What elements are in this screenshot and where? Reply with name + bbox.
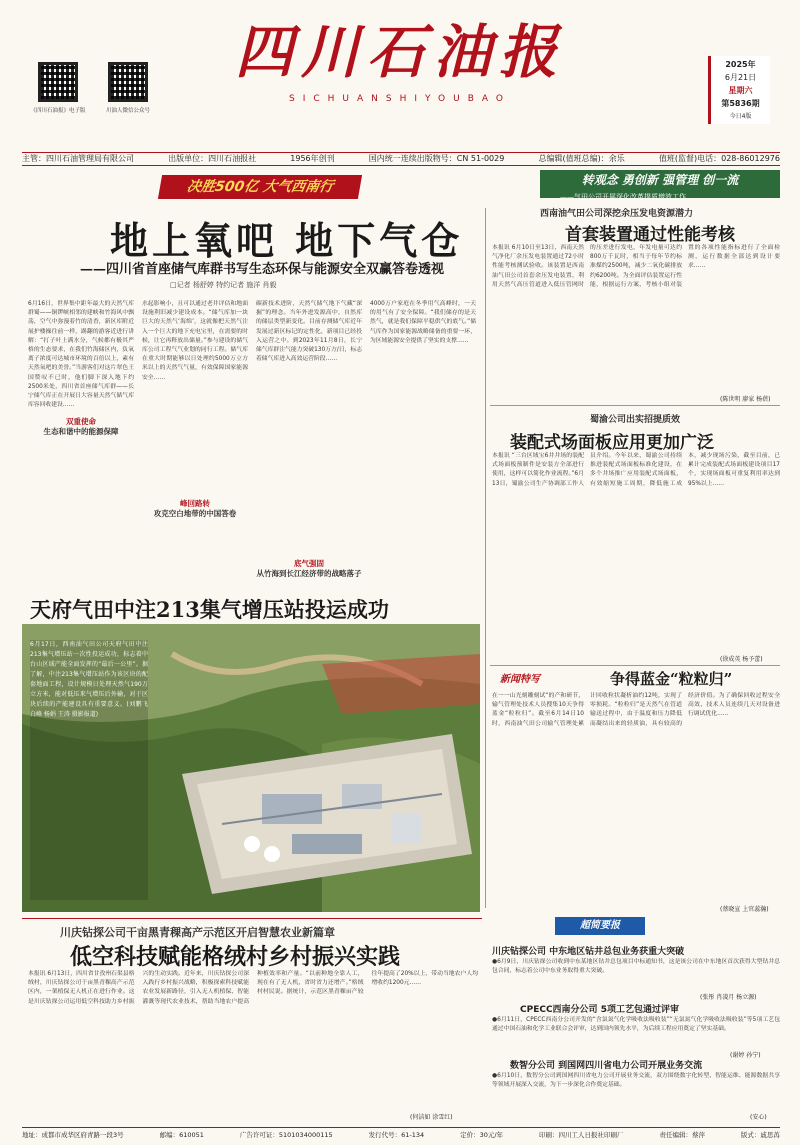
tianfu-headline: 天府气田中注213集气增压站投运成功 <box>30 597 389 622</box>
qr-caption: 川油人微信公众号 <box>105 108 150 114</box>
footer-ad: 广告许可证：5101034000115 <box>239 1131 333 1139</box>
footer <box>22 1127 780 1141</box>
footer-designer: 版式：戚思苒 <box>740 1131 780 1139</box>
main-article-col1: 6月16日，世界集中距年最大的天然气库群蜀——铜锣峡相邻的建峡和竹海风中飘荡，空气中弥漫着竹的清香，新区库附近展护楼操往前一样，踢翻的游客近进行讲解：“打子叶上满水分，气候都有极其严格的生态要求，在我们竹海储区内，负氧离子浓度可达城市环境的百倍以上，素有天然氧吧的美誉。”当游客们对这片翠色王国赞叹不已时，他们脚下深入地下约2500米处，四川省首座储气库群——长宁储气库正在开展日大容量天然气储气库库容回收建设…… <box>28 301 134 409</box>
section-label-3: 底气强固 <box>294 559 324 568</box>
article1-title: 首套装置通过性能考核 <box>565 225 735 245</box>
article3-title: 争得蓝金“粒粒归” <box>610 670 733 688</box>
section-title-3: 从竹海到长江经济带的战略落子 <box>256 569 362 578</box>
article2-body: 本报讯 “三台区域宝6井井场的装配式场面板预制件是安装方全部进行使用，这样可以简化作业流程。”6月13日，蜀渝公司生产协调部工作人员介绍。今年以来，蜀渝公司持续推进装配式场面板标准化建设，在多个井场推广应用装配式场面板，有效缩短施工周期，降低施工成本，减少现场污染，截至目前，已累计完成装配式场面板建设项目17个，实现场面板可重复利用率达到95%以上…… <box>492 453 780 487</box>
article3-body: 在一一山光刻雕刻试“的产和研节，输气管理处技术人员搜集10天争得蓝金“粒粒归”。截至6月14日10时，西南油气田公司输气管理处累计回收粒状凝析油约12吨，实现了零损耗。“粒粒归”是天然气在管道输送过程中，由于温度和压力降低而凝结出来的轻质油，具有较高的经济价值。为了确保回收过程安全高效，技术人员连续几天对设备进行调试优化…… <box>492 693 780 727</box>
date-year: 2025年 <box>725 60 756 69</box>
main-subtitle: ——四川省首座储气库群书写生态环保与能源安全双赢答卷透视 <box>80 262 445 277</box>
info-founded: 1956年创刊 <box>290 154 335 163</box>
article1-author: (陈世明 廖家 杨蓓) <box>720 396 771 403</box>
footer-printer: 印刷：四川工人日报社印刷厂 <box>539 1131 624 1139</box>
chuanqing-body: 本报讯 6月13日，四川省甘孜州石渠县格绒村，川庆钻探公司干亩黑青稞高产示范区内，一架植保无人机正在进行作业。这是川庆钻探公司运用低空科技助力乡村振兴的生动实践。近年来，川庆钻探公司深入践行乡村振兴战略，积极探索科技赋能农业发展新路径，引入无人机植保、智能灌溉等现代农业技术，帮助当地农户提高种植效率和产量。“以前种地全靠人工，现在有了无人机，省时省力还增产。”格绒村村民说。据统计，示范区黑青稞亩产较往年提高了20%以上，带动当地农户人均增收约1200元…… <box>28 971 478 1005</box>
info-publisher: 出版单位：四川石油报社 <box>168 154 257 163</box>
main-article-col4: 4000万户家庭在冬季用气高峰时，一天的用气有了安全保障。“我们储存的是天然气，就是我们保障平稳供气的底气。”储气库作为国家能源战略储备的重要一环，为区域能源安全提供了坚实的支撑…… <box>370 301 476 344</box>
photo-caption: 6月17日，西南油气田公司天府气田中注213集气增压站一次性投运成功，标志着中台山区域产能全面发挥的“最后一公里”。据了解，中注213集气增压站作为该区块的配套地面工程，设计规模日处理天然气190万立方米，能对低压来气增压后外输，对于区块后续的产能建设具有重要意义。(刘鹏飞 白峰 杨娟 王涛 摄影报道) <box>30 640 148 900</box>
quick-item1-body: ●6月9日，川庆钻探公司收到中东某地区钻井总包项目中标通知书，这是该公司在中东地区首次获得大型钻井总包合同，标志着公司中东业务取得重大突破。 <box>492 959 780 975</box>
section-title-2: 攻克空白地带的中国答卷 <box>153 509 237 518</box>
main-article-col2: 水起影响小，且可以通过老井评估和地面设施利旧减少建设成本。“储气库加一块巨大的天然气‘海绵’，这就像把天然气注入一个巨大的地下充电宝里，在需要的时候，让它再释放出储量。”参与建设的储气库公司工程气气业划的同行工程。储气库在重大时期能够以日处理约5000万立方米以上的天然气气量，有效保障国家能源安全…… <box>142 301 248 381</box>
section-label-1: 双重使命 <box>66 417 96 426</box>
article2-title: 装配式场面板应用更加广泛 <box>510 433 714 453</box>
date-weekday: 星期六 <box>728 86 753 95</box>
quick-item3-body: ●6月10日，数智分公司到国网四川省电力公司开展业务交流，双方围绕数字化转型、智能运维、能源数据共享等领域开展深入交流，为下一步深化合作奠定基础。 <box>492 1073 780 1089</box>
page-count: 今日4版 <box>729 113 752 120</box>
footer-price: 定价：30元/年 <box>460 1131 504 1139</box>
main-article-col3: 碳新技术进阶，天然气储气地下气藏“深掘”的理念。当年外进发源高中，自然库的储层类型新变化。目前存测储气库近年发展过新区标记的定性化，新项目已经投入运营之中。到2023年11月8日，长宁储气库群注气能力突破130万方/日，标志着储气库进入高效运营阶段…… <box>256 301 362 363</box>
date-box <box>708 56 770 124</box>
newspaper-title: 四川石油报 <box>234 18 565 86</box>
top-banner-right: 转观念 勇创新 强管理 创一流 <box>540 170 780 198</box>
article3-badge: 新闻特写 <box>500 674 540 685</box>
qr-caption: 《四川石油报》电子版 <box>30 108 86 114</box>
quick-item1-author: (张彤 肖凌月 杨立源) <box>700 994 757 1001</box>
main-byline: □记者 杨舒婷 特约记者 施洋 肖毅 <box>170 281 277 289</box>
article1-body: 本报讯 6月10日至13日，西南天然气净化厂余压发电装置通过72小时性能考核测试验收。该装置是西南油气田公司首套余压发电装置，利用天然气高压管道进入低压管网时的压差进行发电，年发电量可达约800万千瓦时，相当于每年节约标准煤约2500吨，减少二氧化碳排放约6200吨。为全面评估装置运行性能，根据运行方案，考核小组对装置的各项性能指标进行了全面检测，运行数据全部达到设计要求…… <box>492 245 780 288</box>
masthead <box>190 10 610 120</box>
chuanqing-subheadline: 川庆钻探公司干亩黑青稞高产示范区开启智慧农业新篇章 <box>60 926 335 939</box>
quick-item2-body: ●6月11日，CPECC西南分公司开发的“含氯氮气化学吸收法吸收装”“无氯氮气化学吸收法吸收装”等5项工艺包通过中国石油和化学工业联合会评审，达到国内领先水平，为后续工程应用奠定了坚实基础。 <box>492 1017 780 1033</box>
quick-item1-title: 川庆钻探公司 中东地区钻井总包业务获重大突破 <box>492 947 685 957</box>
footer-distribution: 发行代号：61-134 <box>368 1131 425 1139</box>
quick-item2-title: CPECC西南分公司 5项工艺包通过评审 <box>520 1005 679 1015</box>
footer-editor: 责任编辑：蔡萍 <box>659 1131 705 1139</box>
quick-item3-title: 数智分公司 到国网四川省电力公司开展业务交流 <box>510 1061 703 1071</box>
info-cn: 国内统一连续出版物号：CN 51-0029 <box>368 154 505 163</box>
info-sponsor: 主管：四川石油管理局有限公司 <box>22 154 134 163</box>
section-title-1: 生态和谐中的能源保障 <box>43 427 119 436</box>
top-banner-left: 决胜500亿 大气西南行 <box>158 175 362 199</box>
date-day: 6月21日 <box>724 73 757 82</box>
chuanqing-author: (何洁如 涂雪红) <box>410 1114 453 1121</box>
publication-info-bar <box>22 152 780 166</box>
newspaper-pinyin: SICHUANSHIYOUBAO <box>289 94 511 104</box>
qr-code-wechat[interactable] <box>108 62 148 102</box>
article2-title-small: 蜀渝公司出实招提质效 <box>590 415 681 425</box>
info-editor: 总编辑(值班总编)：余乐 <box>538 154 625 163</box>
right-banner-subtitle: ——气田公司开展深化改革提质增效工作 <box>560 193 686 201</box>
footer-address: 地址：成都市成华区府青路一段3号 <box>22 1131 124 1139</box>
article2-author: (徐成英 杨予蕾) <box>720 656 763 663</box>
chuanqing-headline: 低空科技赋能格绒村乡村振兴实践 <box>70 944 401 970</box>
footer-postcode: 邮编：610051 <box>159 1131 204 1139</box>
article1-title-small: 西南油气田公司深挖余压发电资源潜力 <box>540 209 694 219</box>
section-label-2: 峰回路转 <box>180 499 210 508</box>
info-hotline: 值班(监督)电话：028-86012976 <box>658 154 780 163</box>
qr-code-epaper[interactable] <box>38 62 78 102</box>
article3-author: (蔡晓宣 上官蕊瀚) <box>720 906 769 913</box>
main-headline: 地上氧吧 地下气仓 <box>110 218 464 263</box>
issue-number: 第5836期 <box>721 99 760 108</box>
quick-reports-banner: 超简要报 <box>555 917 645 935</box>
quick-item3-author: (安心) <box>750 1114 767 1121</box>
quick-item2-author: (谢婷 孙宁) <box>730 1052 761 1059</box>
